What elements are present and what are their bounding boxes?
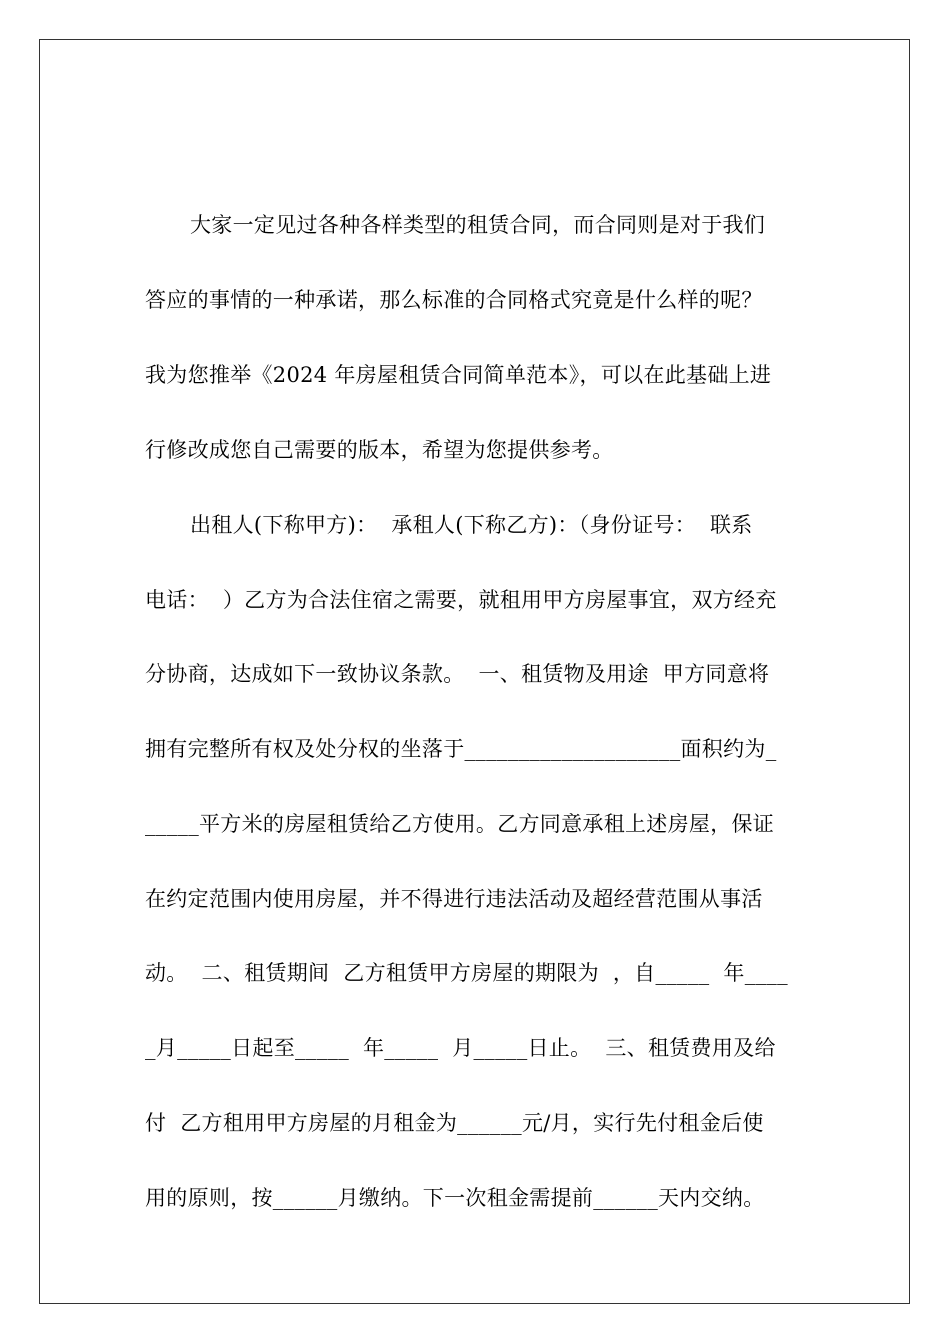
paragraph-1-line-4: 行修改成您自己需要的版本，希望为您提供参考。 [145, 438, 614, 462]
paragraph-2-line-10: 用的原则，按______月缴纳。下一次租金需提前______天内交纳。 [145, 1186, 765, 1210]
paragraph-1-line-2: 答应的事情的一种承诺，那么标准的合同格式究竟是什么样的呢？ [145, 288, 763, 312]
paragraph-1-line-1: 大家一定见过各种各样类型的租赁合同，而合同则是对于我们 [190, 213, 766, 237]
paragraph-2-line-4: 拥有完整所有权及处分权的坐落于____________________面积约为_ [145, 737, 777, 761]
paragraph-2-line-7: 动。 二、租赁期间 乙方租赁甲方房屋的期限为 ，自_____ 年____ [145, 961, 788, 985]
paragraph-2-line-1: 出租人(下称甲方)： 承租人(下称乙方)：（身份证号： 联系 [190, 513, 753, 537]
paragraph-2-line-5: _____平方米的房屋租赁给乙方使用。乙方同意承租上述房屋，保证 [145, 812, 775, 836]
paragraph-2-line-3: 分协商，达成如下一致协议条款。 一、租赁物及用途 甲方同意将 [145, 662, 770, 686]
paragraph-2-line-9: 付 乙方租用甲方房屋的月租金为______元/月，实行先付租金后使 [145, 1111, 764, 1135]
paragraph-2-line-8: _月_____日起至_____ 年_____ 月_____日止。 三、租赁费用及给 [145, 1036, 776, 1060]
paragraph-1-line-3: 我为您推举《2024 年房屋租赁合同简单范本》，可以在此基础上进 [145, 363, 772, 387]
paragraph-2-line-2: 电话： ）乙方为合法住宿之需要，就租用甲方房屋事宜，双方经充 [145, 588, 777, 612]
paragraph-2-line-6: 在约定范围内使用房屋，并不得进行违法活动及超经营范围从事活 [145, 887, 763, 911]
